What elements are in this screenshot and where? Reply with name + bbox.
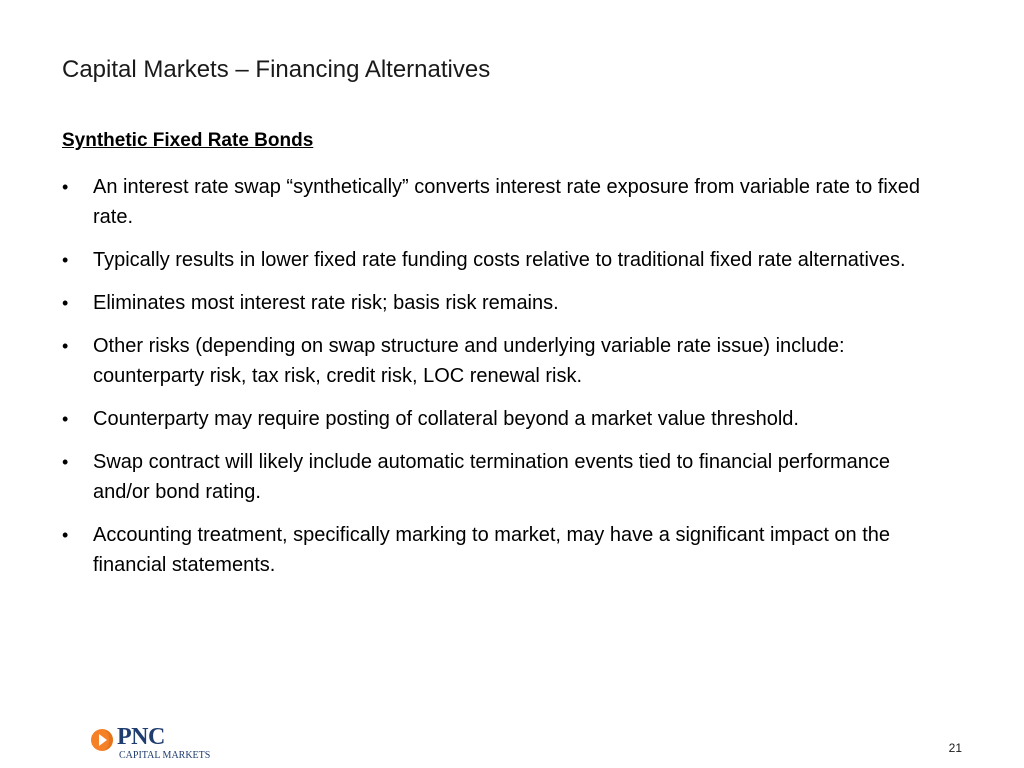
section-heading: Synthetic Fixed Rate Bonds bbox=[62, 130, 314, 151]
logo-name: PNC bbox=[117, 724, 165, 750]
pnc-capital-markets-logo bbox=[90, 726, 250, 762]
bullet-item bbox=[62, 172, 942, 232]
bullet-item bbox=[62, 520, 942, 580]
bullet-marker: • bbox=[62, 250, 69, 270]
bullet-text: Eliminates most interest rate risk; basis risk remains. bbox=[93, 292, 559, 314]
bullet-item bbox=[62, 288, 942, 318]
bullet-item bbox=[62, 331, 942, 391]
pnc-logo-icon bbox=[90, 728, 114, 752]
bullet-list bbox=[62, 172, 942, 593]
bullet-text: Accounting treatment, specifically marking to market, may have a significant impact on the financial statements. bbox=[93, 524, 891, 576]
bullet-item bbox=[62, 447, 942, 507]
bullet-item bbox=[62, 245, 942, 275]
bullet-item bbox=[62, 404, 942, 434]
bullet-text: Swap contract will likely include automatic termination events tied to financial performance and/or bond rating. bbox=[93, 451, 891, 503]
bullet-text: Typically results in lower fixed rate funding costs relative to traditional fixed rate alternatives. bbox=[93, 249, 906, 271]
logo-subtitle: CAPITAL MARKETS bbox=[119, 750, 211, 761]
slide-title: Capital Markets – Financing Alternatives bbox=[62, 56, 491, 83]
bullet-text: Counterparty may require posting of collateral beyond a market value threshold. bbox=[93, 408, 799, 430]
bullet-marker: • bbox=[62, 177, 69, 197]
bullet-marker: • bbox=[62, 293, 69, 313]
page-number: 21 bbox=[948, 741, 962, 755]
bullet-marker: • bbox=[62, 525, 69, 545]
bullet-text: An interest rate swap “synthetically” converts interest rate exposure from variable rate to fixed rate. bbox=[93, 176, 921, 228]
bullet-text: Other risks (depending on swap structure and underlying variable rate issue) include: counterparty risk, tax risk, credit risk, LOC renewal risk. bbox=[93, 335, 845, 387]
bullet-marker: • bbox=[62, 336, 69, 356]
bullet-marker: • bbox=[62, 409, 69, 429]
bullet-marker: • bbox=[62, 452, 69, 472]
